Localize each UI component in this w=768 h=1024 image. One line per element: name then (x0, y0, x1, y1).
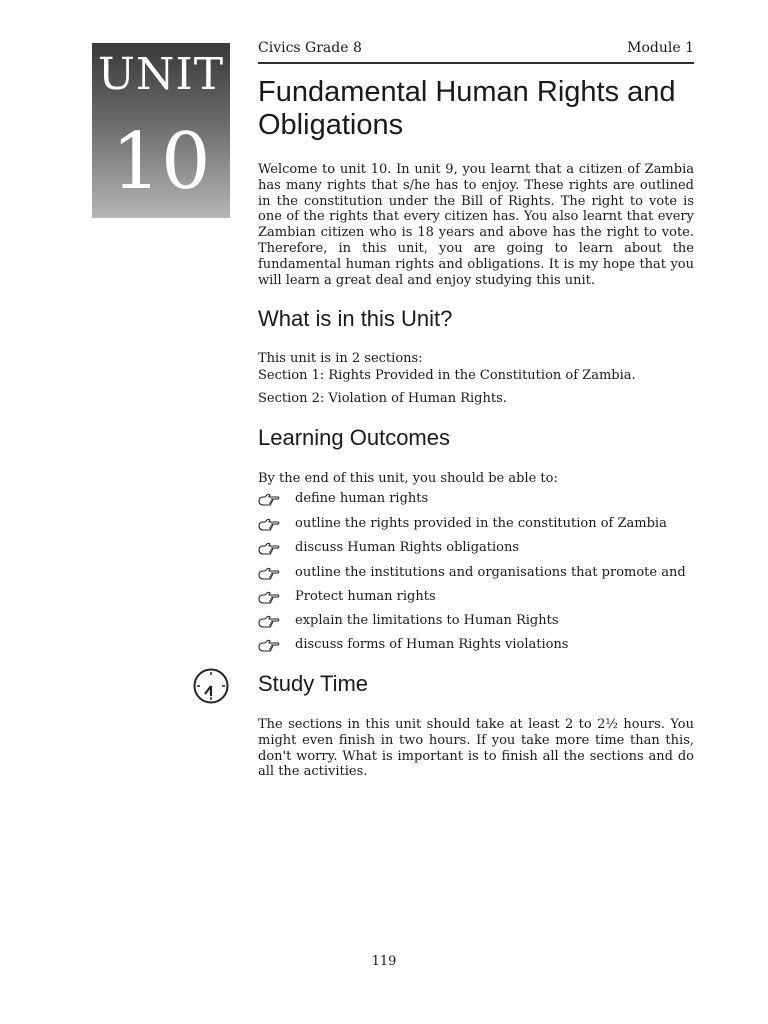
outcome-text: discuss Human Rights obligations (295, 540, 520, 555)
unit-label: UNIT (97, 49, 225, 100)
outcome-text: outline the institutions and organisations that promote and (295, 565, 686, 580)
clock-icon (192, 667, 230, 705)
section-item: Section 2: Violation of Human Rights. (258, 391, 507, 406)
pointing-hand-icon (258, 492, 280, 508)
unit-number: 10 (111, 117, 211, 207)
header-course: Civics Grade 8 (258, 40, 362, 56)
header-module: Module 1 (627, 40, 694, 56)
unit-badge (92, 43, 230, 218)
pointing-hand-icon (258, 614, 280, 630)
outcome-item (258, 491, 698, 511)
outcome-text: explain the limitations to Human Rights (295, 613, 559, 628)
outcomes-heading: Learning Outcomes (258, 425, 450, 450)
section-item: Section 1: Rights Provided in the Constitution of Zambia. (258, 368, 636, 383)
unit-title: Fundamental Human Rights and Obligations (258, 76, 676, 141)
outcome-item (258, 565, 698, 585)
outcome-item (258, 540, 698, 560)
whats-in-lead: This unit is in 2 sections: (258, 351, 423, 366)
outcome-text: outline the rights provided in the constitution of Zambia (295, 516, 667, 531)
outcome-item (258, 613, 698, 633)
intro-paragraph: Welcome to unit 10. In unit 9, you learnt that a citizen of Zambia has many rights that s/he has to enjoy. These rights are outlined in the constitution under the Bill of Rights. The right to vote is one of the rights that every citizen has. You also learnt that every Zambian citizen who is 18 years and above has the right to vote. Therefore, in this unit, you are going to learn about the fundamental human rights and obligations. It is my hope that you will learn a great deal and enjoy studying this unit. (258, 162, 694, 288)
pointing-hand-icon (258, 638, 280, 654)
outcome-text: Protect human rights (295, 589, 436, 604)
outcome-text: define human rights (295, 491, 429, 506)
pointing-hand-icon (258, 517, 280, 533)
outcome-item (258, 637, 698, 657)
running-header (258, 40, 694, 64)
outcome-item (258, 516, 698, 536)
study-time-heading: Study Time (258, 671, 369, 696)
outcome-text: discuss forms of Human Rights violations (295, 637, 569, 652)
outcome-item (258, 589, 698, 609)
pointing-hand-icon (258, 541, 280, 557)
outcomes-lead: By the end of this unit, you should be able to: (258, 471, 558, 486)
study-time-paragraph: The sections in this unit should take at least 2 to 2½ hours. You might even finish in two hours. If you take more time than this, don't worry. What is important is to finish all the sections and do all the activities. (258, 717, 694, 780)
whats-in-heading: What is in this Unit? (258, 306, 453, 331)
page-number: 119 (371, 954, 397, 969)
pointing-hand-icon (258, 566, 280, 582)
pointing-hand-icon (258, 590, 280, 606)
